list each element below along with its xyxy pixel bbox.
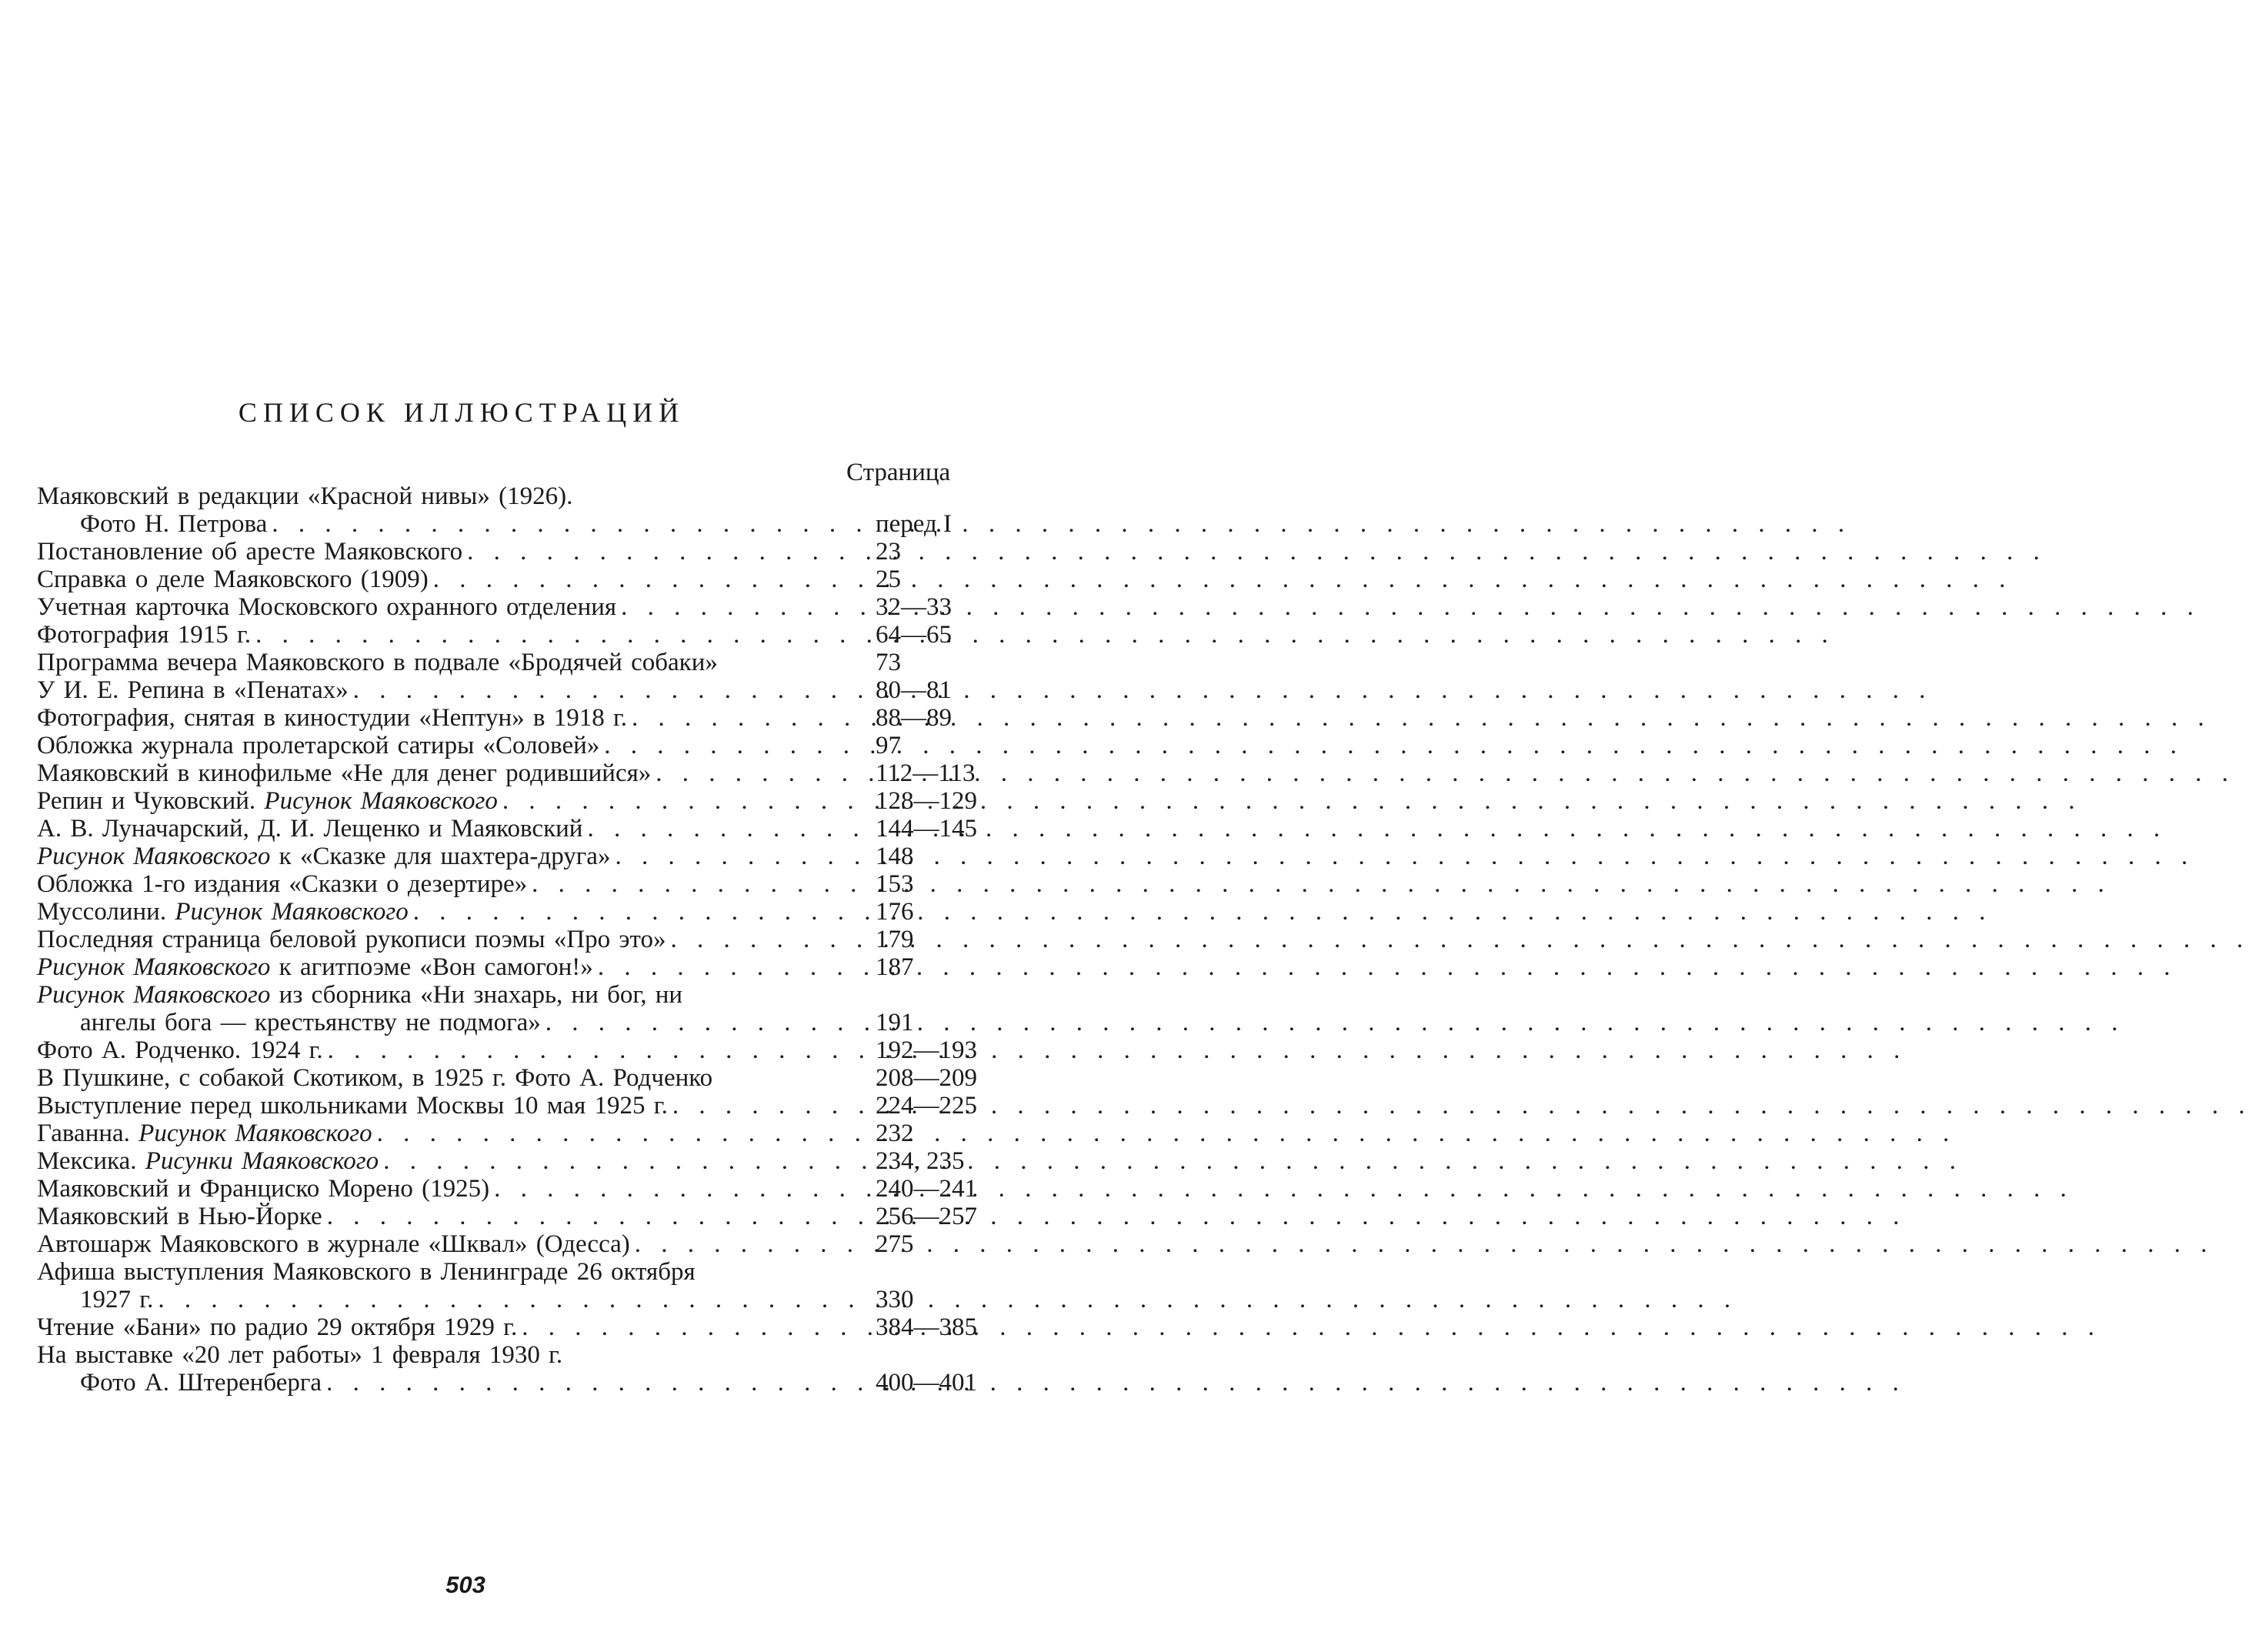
dot-leader bbox=[630, 1230, 865, 1258]
list-item bbox=[37, 1203, 983, 1230]
entry-page-ref: 80—81 bbox=[876, 676, 952, 704]
dot-leader bbox=[462, 538, 865, 566]
entry-title bbox=[37, 787, 498, 815]
entry-title-text: Гаванна. bbox=[37, 1120, 139, 1147]
dot-leader bbox=[267, 510, 865, 538]
entry-page-ref: 400—401 bbox=[876, 1369, 977, 1397]
entry-page-ref: 23 bbox=[876, 538, 901, 566]
entry-line bbox=[37, 898, 983, 926]
entry-line bbox=[37, 704, 983, 732]
dot-leader bbox=[627, 704, 865, 732]
list-item bbox=[37, 1036, 983, 1064]
list-item bbox=[37, 1120, 983, 1147]
entry-line bbox=[37, 566, 983, 593]
dot-leader bbox=[668, 1092, 865, 1120]
entry-title-text: Маяковский в кинофильме «Не для денег родившийся» bbox=[37, 759, 652, 787]
entry-title-text: Выступление перед школьниками Москвы 10 мая 1925 г. bbox=[37, 1092, 668, 1120]
entry-title bbox=[37, 759, 651, 787]
dot-leader bbox=[349, 676, 865, 704]
entry-title bbox=[37, 621, 251, 649]
entry-title-italic: Рисунок Маяковского bbox=[175, 898, 409, 926]
entry-title-text: Фото А. Родченко. 1924 г. bbox=[37, 1036, 323, 1064]
entry-line bbox=[37, 482, 983, 510]
entry-title-text: Маяковский в редакции «Красной нивы» (1926). bbox=[37, 482, 573, 510]
entry-line bbox=[37, 1147, 983, 1175]
entry-title-text: Маяковский и Франциско Морено (1925) bbox=[37, 1175, 490, 1203]
illustrations-list bbox=[37, 482, 983, 1397]
entry-page-ref: 275 bbox=[876, 1230, 914, 1258]
list-item bbox=[37, 482, 983, 538]
entry-line bbox=[37, 1286, 983, 1313]
entry-title-italic: Рисунок Маяковского bbox=[37, 953, 271, 981]
entry-title-text: Маяковский в Нью-Йорке bbox=[37, 1203, 322, 1230]
entry-title bbox=[37, 593, 616, 621]
entry-page-ref: 384—385 bbox=[876, 1313, 977, 1341]
dot-leader bbox=[153, 1286, 865, 1313]
entry-line bbox=[37, 981, 983, 1009]
dot-leader bbox=[593, 953, 865, 981]
entry-page-ref: 191 bbox=[876, 1009, 914, 1036]
entry-title bbox=[37, 926, 666, 953]
entry-title-text: Учетная карточка Московского охранного отделения bbox=[37, 593, 617, 621]
dot-leader bbox=[527, 870, 865, 898]
entry-title bbox=[37, 953, 593, 981]
dot-leader bbox=[582, 815, 865, 843]
entry-title-text: Муссолини. bbox=[37, 898, 175, 926]
dot-leader bbox=[541, 1009, 865, 1036]
entry-line bbox=[37, 1258, 983, 1286]
entry-title bbox=[37, 1147, 379, 1175]
entry-title bbox=[37, 566, 429, 593]
list-item bbox=[37, 538, 983, 566]
entry-title-italic: Рисунок Маяковского bbox=[37, 981, 271, 1009]
entry-page-ref: 208—209 bbox=[876, 1064, 977, 1092]
entry-title-text: Программа вечера Маяковского в подвале «Бродячей собаки» bbox=[37, 649, 718, 676]
entry-title-text: У И. Е. Репина в «Пенатах» bbox=[37, 676, 349, 704]
list-item bbox=[37, 704, 983, 732]
entry-page-ref: перед I bbox=[876, 510, 953, 538]
list-item bbox=[37, 815, 983, 843]
entry-title bbox=[37, 1313, 517, 1341]
entry-line bbox=[37, 676, 983, 704]
entry-title bbox=[37, 1036, 323, 1064]
entry-title-text: к «Сказке для шахтера-друга» bbox=[270, 843, 611, 870]
entry-title bbox=[37, 1341, 562, 1369]
list-item bbox=[37, 759, 983, 787]
list-item bbox=[37, 1341, 983, 1397]
entry-title bbox=[37, 676, 349, 704]
entry-line bbox=[37, 870, 983, 898]
entry-title bbox=[37, 649, 718, 676]
dot-leader bbox=[251, 621, 865, 649]
entry-line bbox=[37, 1313, 983, 1341]
entry-title-text: Автошарж Маяковского в журнале «Шквал» (Одесса) bbox=[37, 1230, 630, 1258]
entry-line bbox=[37, 759, 983, 787]
entry-title-text: Афиша выступления Маяковского в Ленинграде 26 октября bbox=[37, 1258, 696, 1286]
entry-title-text: Постановление об аресте Маяковского bbox=[37, 538, 463, 566]
entry-title bbox=[80, 1009, 541, 1036]
entry-title-text: А. В. Луначарский, Д. И. Лещенко и Маяковский bbox=[37, 815, 583, 843]
entry-title-text: Последняя страница беловой рукописи поэмы «Про это» bbox=[37, 926, 666, 953]
entry-page-ref: 32—33 bbox=[876, 593, 952, 621]
list-item bbox=[37, 1175, 983, 1203]
list-item bbox=[37, 926, 983, 953]
entry-title-text: из сборника «Ни знахарь, ни бог, ни bbox=[270, 981, 683, 1009]
entry-line bbox=[37, 1230, 983, 1258]
entry-title bbox=[37, 1203, 322, 1230]
entry-title bbox=[37, 538, 462, 566]
entry-line bbox=[37, 732, 983, 759]
entry-title bbox=[37, 704, 627, 732]
dot-leader bbox=[498, 787, 865, 815]
entry-title bbox=[37, 898, 409, 926]
entry-page-ref: 176 bbox=[876, 898, 914, 926]
dot-leader bbox=[429, 566, 865, 593]
entry-title bbox=[37, 1120, 372, 1147]
list-item bbox=[37, 843, 983, 870]
entry-page-ref: 256—257 bbox=[876, 1203, 977, 1230]
entry-title-text: Мексика. bbox=[37, 1147, 145, 1175]
entry-page-ref: 153 bbox=[876, 870, 914, 898]
entry-line bbox=[37, 1064, 983, 1092]
entry-page-ref: 97 bbox=[876, 732, 901, 759]
list-item bbox=[37, 649, 983, 676]
dot-leader bbox=[616, 593, 865, 621]
list-item bbox=[37, 870, 983, 898]
entry-title bbox=[37, 843, 610, 870]
entry-title bbox=[37, 1230, 630, 1258]
entry-line bbox=[37, 1120, 983, 1147]
column-header-page: Страница bbox=[846, 459, 951, 486]
entry-title bbox=[37, 815, 582, 843]
entry-page-ref: 330 bbox=[876, 1286, 914, 1313]
entry-line bbox=[37, 843, 983, 870]
entry-line bbox=[37, 1009, 983, 1036]
entry-page-ref: 144—145 bbox=[876, 815, 977, 843]
entry-page-ref: 224—225 bbox=[876, 1092, 977, 1120]
entry-line bbox=[37, 1341, 983, 1369]
entry-page-ref: 148 bbox=[876, 843, 914, 870]
dot-leader bbox=[517, 1313, 865, 1341]
dot-leader bbox=[599, 732, 865, 759]
entry-title bbox=[37, 870, 527, 898]
entry-line bbox=[37, 593, 983, 621]
list-item bbox=[37, 566, 983, 593]
entry-title-text: Чтение «Бани» по радио 29 октября 1929 г. bbox=[37, 1313, 518, 1341]
entry-title-italic: Рисунок Маяковского bbox=[138, 1120, 372, 1147]
list-item bbox=[37, 621, 983, 649]
list-item bbox=[37, 593, 983, 621]
entry-line bbox=[37, 621, 983, 649]
entry-title-italic: Рисунки Маяковского bbox=[145, 1147, 379, 1175]
entry-line bbox=[37, 538, 983, 566]
dot-leader bbox=[610, 843, 865, 870]
entry-title-text: 1927 г. bbox=[80, 1286, 154, 1313]
dot-leader bbox=[322, 1369, 865, 1397]
list-item bbox=[37, 732, 983, 759]
entry-title-text: На выставке «20 лет работы» 1 февраля 1930 г. bbox=[37, 1341, 563, 1369]
dot-leader bbox=[666, 926, 865, 953]
entry-page-ref: 73 bbox=[876, 649, 901, 676]
entry-line bbox=[37, 1175, 983, 1203]
entry-title bbox=[37, 1258, 696, 1286]
entry-page-ref: 64—65 bbox=[876, 621, 952, 649]
entry-page-ref: 88—89 bbox=[876, 704, 952, 732]
list-item bbox=[37, 1064, 983, 1092]
entry-title bbox=[37, 1175, 489, 1203]
entry-title bbox=[80, 1286, 153, 1313]
entry-title-text: Фото Н. Петрова bbox=[80, 510, 268, 538]
dot-leader bbox=[372, 1120, 865, 1147]
entry-page-ref: 187 bbox=[876, 953, 914, 981]
list-item bbox=[37, 787, 983, 815]
list-item bbox=[37, 1313, 983, 1341]
entry-title-italic: Рисунок Маяковского bbox=[264, 787, 498, 815]
dot-leader bbox=[322, 1203, 865, 1230]
list-item bbox=[37, 1258, 983, 1313]
entry-title-text: Обложка 1-го издания «Сказки о дезертире» bbox=[37, 870, 528, 898]
entry-title bbox=[80, 510, 267, 538]
entry-title bbox=[37, 1092, 668, 1120]
entry-page-ref: 192—193 bbox=[876, 1036, 977, 1064]
entry-title-text: Фотография, снятая в киностудии «Нептун» в 1918 г. bbox=[37, 704, 628, 732]
entry-title-text: ангелы бога — крестьянству не подмога» bbox=[80, 1009, 541, 1036]
entry-title-text: к агитпоэме «Вон самогон!» bbox=[270, 953, 593, 981]
entry-title-text: Фотография 1915 г. bbox=[37, 621, 252, 649]
entry-title bbox=[80, 1369, 322, 1397]
entry-title bbox=[37, 732, 599, 759]
page-number: 503 bbox=[445, 1571, 485, 1598]
entry-title bbox=[37, 482, 572, 510]
list-item bbox=[37, 1147, 983, 1175]
list-item bbox=[37, 953, 983, 981]
entry-title-text: Справка о деле Маяковского (1909) bbox=[37, 566, 429, 593]
entry-page-ref: 25 bbox=[876, 566, 901, 593]
entry-line bbox=[37, 1036, 983, 1064]
entry-page-ref: 179 bbox=[876, 926, 914, 953]
entry-page-ref: 234, 235 bbox=[876, 1147, 965, 1175]
entry-line bbox=[37, 787, 983, 815]
entry-title bbox=[37, 1064, 712, 1092]
entry-line bbox=[37, 1369, 983, 1397]
entry-page-ref: 128—129 bbox=[876, 787, 977, 815]
entry-title-italic: Рисунок Маяковского bbox=[37, 843, 271, 870]
entry-title-text: В Пушкине, с собакой Скотиком, в 1925 г. Фото А. Родченко bbox=[37, 1064, 713, 1092]
entry-page-ref: 112—113 bbox=[876, 759, 976, 787]
dot-leader bbox=[323, 1036, 865, 1064]
entry-title-text: Обложка журнала пролетарской сатиры «Соловей» bbox=[37, 732, 600, 759]
list-item bbox=[37, 1230, 983, 1258]
list-item bbox=[37, 898, 983, 926]
entry-line bbox=[37, 510, 983, 538]
entry-line bbox=[37, 926, 983, 953]
page-title: СПИСОК ИЛЛЮСТРАЦИЙ bbox=[238, 397, 686, 428]
dot-leader bbox=[409, 898, 865, 926]
entry-title bbox=[37, 981, 682, 1009]
entry-title-text: Репин и Чуковский. bbox=[37, 787, 265, 815]
dot-leader bbox=[651, 759, 865, 787]
entry-page-ref: 240—241 bbox=[876, 1175, 977, 1203]
entry-title-text: Фото А. Штеренберга bbox=[80, 1369, 322, 1397]
entry-line bbox=[37, 815, 983, 843]
list-item bbox=[37, 1092, 983, 1120]
entry-line bbox=[37, 649, 983, 676]
entry-line bbox=[37, 1092, 983, 1120]
list-item bbox=[37, 676, 983, 704]
dot-leader bbox=[379, 1147, 865, 1175]
list-item bbox=[37, 981, 983, 1036]
entry-line bbox=[37, 1203, 983, 1230]
entry-page-ref: 232 bbox=[876, 1120, 914, 1147]
entry-line bbox=[37, 953, 983, 981]
dot-leader bbox=[489, 1175, 865, 1203]
